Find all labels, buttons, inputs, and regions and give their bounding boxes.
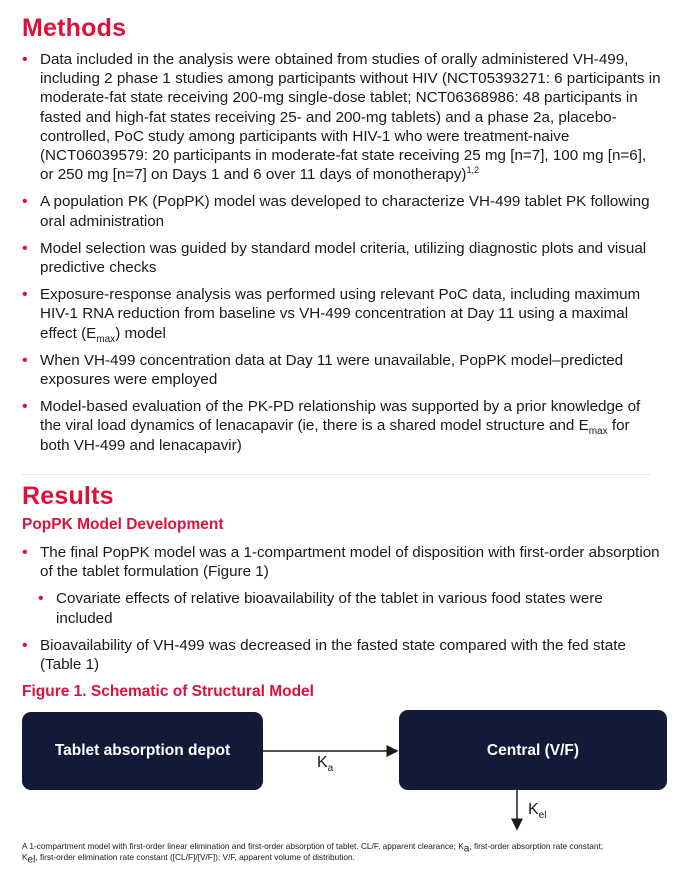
bullet-icon: • <box>22 193 28 211</box>
central-compartment-box <box>399 710 667 790</box>
methods-bullet <box>22 50 662 184</box>
results-sub-bullet <box>22 589 662 627</box>
bullet-text: Exposure-response analysis was performed using relevant PoC data, including maximum HIV-1 RNA reduction from baseline vs VH-499 concentration at Day 11 using a maximal effect (E <box>40 286 641 342</box>
bullet-text: When VH-499 concentration data at Day 11 were unavailable, PopPK model–predicted exposures were employed <box>40 351 624 389</box>
bullet-text: Model-based evaluation of the PK-PD relationship was supported by a prior knowledge of the viral load dynamics of lenacapavir (ie, there is a shared model structure and E <box>40 398 641 435</box>
depot-compartment-box <box>22 712 263 790</box>
citation-superscript: 1,2 <box>466 165 480 176</box>
bullet-icon: • <box>22 351 28 369</box>
results-subheading: PopPK Model Development <box>22 516 224 533</box>
methods-bullet <box>22 351 662 389</box>
results-bullet <box>22 636 662 674</box>
bullet-icon: • <box>22 544 28 561</box>
bullet-text: Model selection was guided by standard model criteria, utilizing diagnostic plots and visual predictive checks <box>40 239 647 277</box>
results-bullet <box>22 543 662 581</box>
subscript: max <box>588 426 608 438</box>
bullet-icon: • <box>22 239 28 257</box>
ka-rate-label: $K_a$ <box>317 754 334 775</box>
subscript: max <box>96 333 116 345</box>
bullet-text: for both VH-499 and lenacapavir) <box>40 417 630 454</box>
methods-heading: Methods <box>22 14 127 42</box>
bullet-text: ) model <box>115 324 166 342</box>
figure-footnote: A 1-compartment model with first-order linear elimination and first-order absorption of tablet. CL/F, apparent clearance; $K_a$, first-order absorption rate constant; $K_{el}$, first-order elimination rate constant ([CL/F]/[V/F]); V/F, apparent volume of distribution. <box>22 841 604 866</box>
section-divider <box>22 474 650 475</box>
bullet-text: The final PopPK model was a 1-compartment model of disposition with first-order absorption of the tablet formulation (Figure 1) <box>40 544 660 581</box>
bullet-icon: • <box>22 286 28 304</box>
bullet-icon: • <box>22 398 28 416</box>
bullet-icon: • <box>22 636 28 654</box>
methods-bullet <box>22 192 662 230</box>
bullet-text: Covariate effects of relative bioavailability of the tablet in various food states were included <box>56 590 603 627</box>
central-label: Central (V/F) <box>486 742 580 759</box>
bullet-icon: • <box>38 590 44 608</box>
kel-rate-label: $K_{el}$ <box>528 801 547 822</box>
figure-title: Figure 1. Schematic of Structural Model <box>22 683 314 700</box>
depot-label: Tablet absorption depot <box>54 742 231 759</box>
bullet-text: Bioavailability of VH-499 was decreased in the fasted state compared with the fed state (Table 1) <box>40 636 626 674</box>
methods-bullet <box>22 397 662 455</box>
methods-bullet-list <box>22 50 662 463</box>
bullet-text: Data included in the analysis were obtained from studies of orally administered VH-499, including 2 phase 1 studies among participants without HIV (NCT05393271: 6 participants in moderate-fat state receiving 200-mg single-dose tablet; NCT06368986: 48 participants in fasted and high-fat states receiving 25- and 200-mg tablets) and a phase 2a, placebo-controlled, PoC study among participants with HIV-1 who were treatment-naive (NCT06039579: 20 participants in moderate-fat state receiving 25 mg [n=7], 100 mg [n=6], or 250 mg [n=7] on Days 1 and 6 over 11 days of monotherapy) <box>40 51 661 184</box>
results-bullet-list <box>22 543 662 682</box>
bullet-icon: • <box>22 51 28 68</box>
methods-bullet <box>22 239 662 277</box>
methods-bullet <box>22 285 662 343</box>
results-heading: Results <box>22 482 114 510</box>
bullet-text: A population PK (PopPK) model was developed to characterize VH-499 tablet PK following oral administration <box>40 193 650 230</box>
